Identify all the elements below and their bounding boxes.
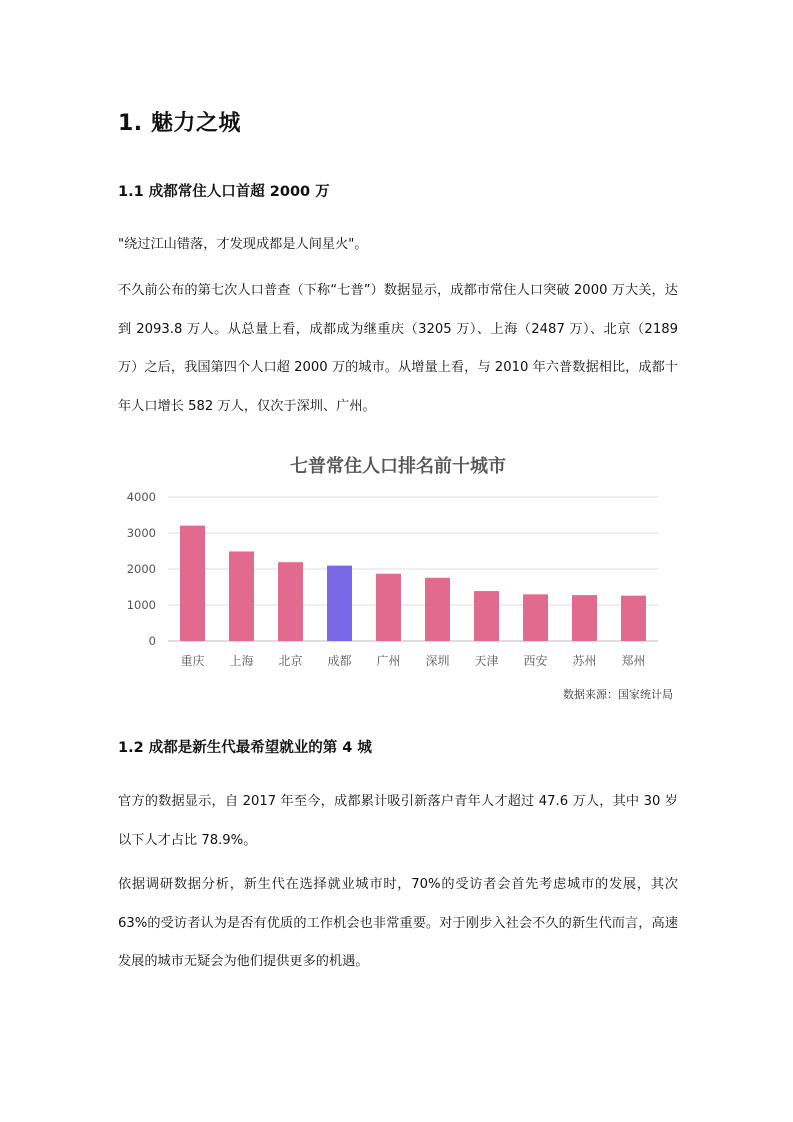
section-heading: 1. 魅力之城 (118, 111, 241, 136)
bar-0 (180, 526, 205, 641)
bar-6 (474, 591, 499, 641)
x-category-label: 北京 (278, 654, 303, 668)
bar-7 (523, 594, 548, 641)
y-tick-label: 0 (148, 634, 156, 648)
y-tick-label: 4000 (126, 490, 156, 504)
bar-1 (229, 551, 254, 641)
census-paragraph: 不久前公布的第七次人口普查（下称“七普”）数据显示，成都市常住人口突破 2000 万大关，达到 2093.8 万人。从总量上看，成都成为继重庆（3205 万）、上海（2487 万）、北京（2189 万）之后，我国第四个人口超 2000 万的城市。从增量上看，与 2010 年六普数据相比，成都十年人口增长 582 万人，仅次于深圳、广州。 (118, 283, 678, 414)
x-category-label: 广州 (376, 654, 401, 668)
chart-title: 七普常住人口排名前十城市 (290, 456, 506, 477)
x-category-label: 郑州 (621, 654, 646, 668)
population-bar-chart (118, 482, 678, 682)
y-tick-label: 3000 (126, 526, 156, 540)
x-category-label: 上海 (229, 654, 254, 668)
y-tick-label: 2000 (126, 562, 156, 576)
bar-3 (327, 566, 352, 641)
x-category-label: 天津 (474, 654, 499, 668)
bar-9 (621, 596, 646, 641)
quote-paragraph: "绕过江山错落，才发现成都是人间星火"。 (118, 237, 368, 252)
data-source-note: 数据来源：国家统计局 (563, 688, 673, 701)
x-category-label: 苏州 (572, 654, 597, 668)
bar-2 (278, 562, 303, 641)
official-data-paragraph: 官方的数据显示，自 2017 年至今，成都累计吸引新落户青年人才超过 47.6 万人，其中 30 岁以下人才占比 78.9%。 (118, 794, 678, 848)
x-category-label: 深圳 (425, 654, 450, 668)
x-category-label: 重庆 (180, 654, 205, 668)
subsection-heading-employment: 1.2 成都是新生代最希望就业的第 4 城 (118, 740, 372, 756)
subsection-heading-population: 1.1 成都常住人口首超 2000 万 (118, 184, 330, 200)
bar-8 (572, 595, 597, 641)
x-category-label: 西安 (523, 654, 548, 668)
survey-paragraph: 依据调研数据分析，新生代在选择就业城市时，70%的受访者会首先考虑城市的发展，其次 63%的受访者认为是否有优质的工作机会也非常重要。对于刚步入社会不久的新生代而言，高速发展的城市无疑会为他们提供更多的机遇。 (118, 877, 678, 969)
x-category-label: 成都 (327, 654, 352, 668)
bar-4 (376, 574, 401, 641)
y-tick-label: 1000 (126, 598, 156, 612)
bar-5 (425, 578, 450, 641)
